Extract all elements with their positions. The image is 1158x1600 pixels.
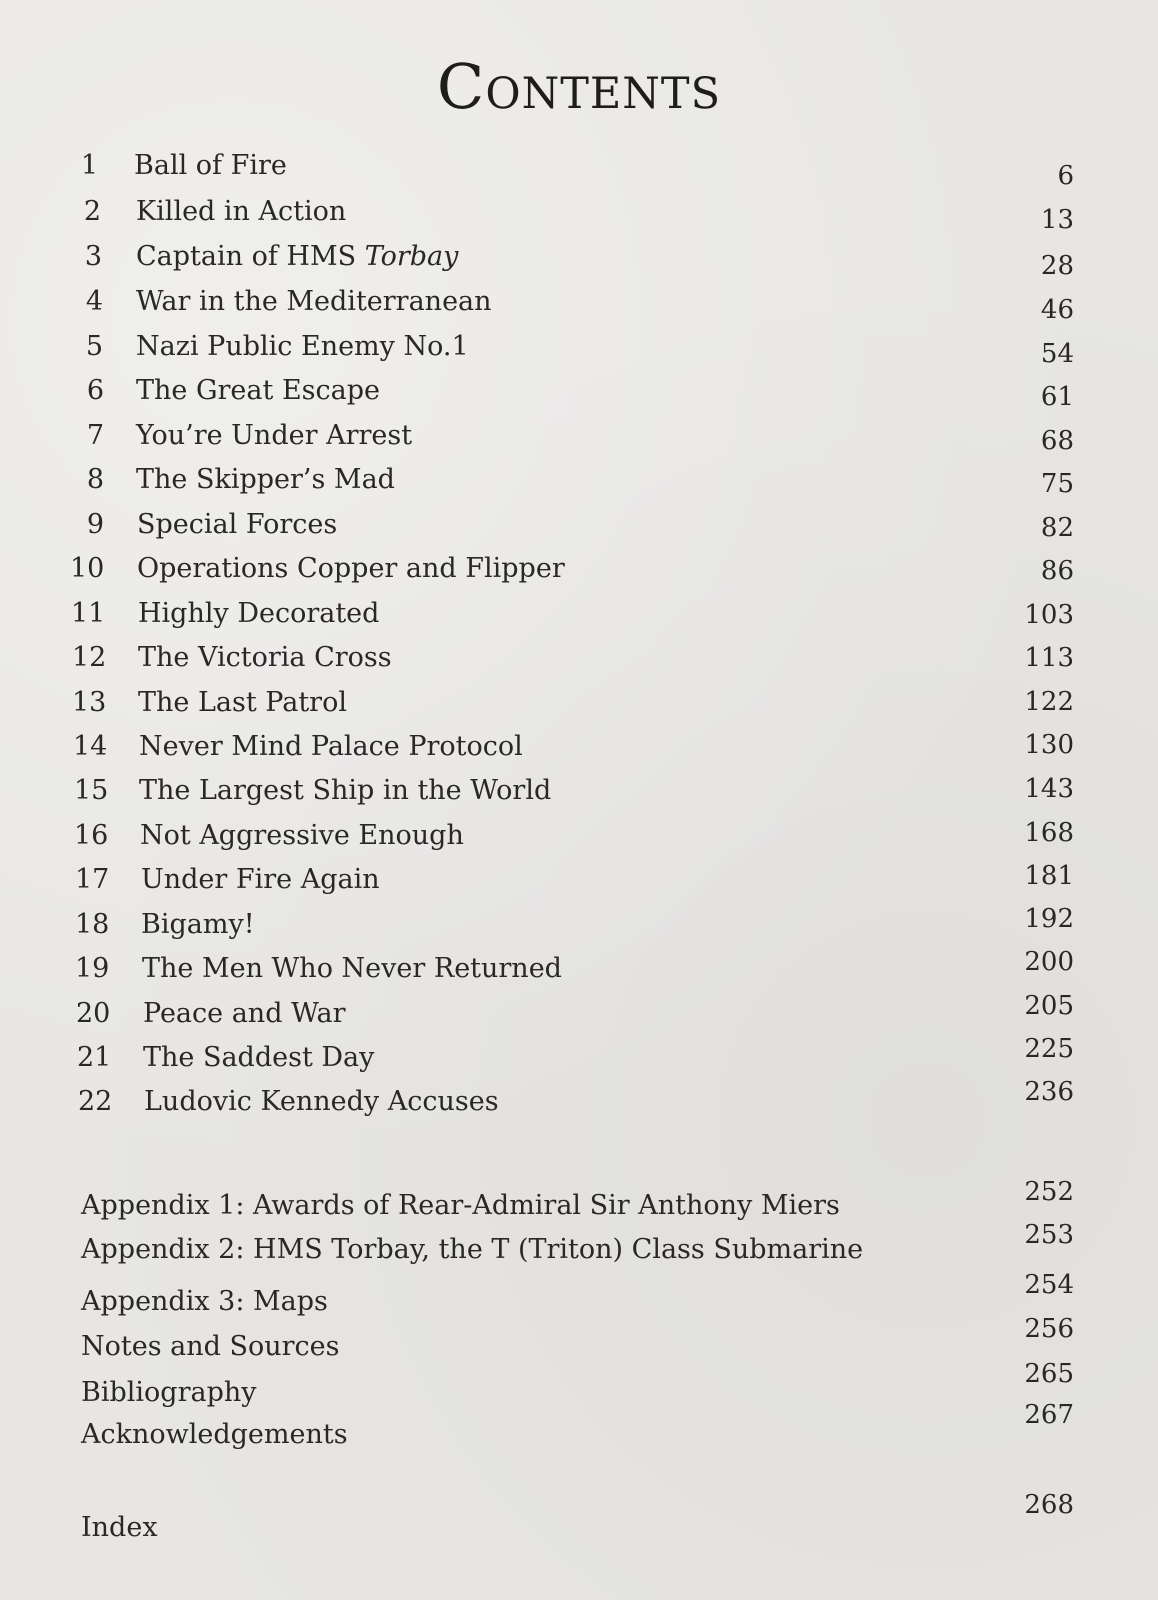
chapter-page: 82 bbox=[1040, 513, 1074, 543]
chapter-row-17 bbox=[0, 863, 1158, 905]
chapter-row-15 bbox=[0, 774, 1158, 816]
chapter-title-italic: Torbay bbox=[364, 241, 459, 272]
chapter-page: 75 bbox=[1040, 469, 1074, 499]
chapter-number: 21 bbox=[77, 1042, 112, 1073]
chapter-title bbox=[136, 240, 458, 274]
chapter-number: 17 bbox=[75, 864, 110, 895]
chapter-row-8 bbox=[0, 463, 1158, 505]
back-matter-page: 253 bbox=[1024, 1220, 1074, 1250]
chapter-number: 3 bbox=[84, 241, 102, 272]
chapter-title: The Victoria Cross bbox=[138, 642, 392, 673]
chapter-page: 113 bbox=[1024, 643, 1074, 673]
chapter-row-20 bbox=[0, 991, 1158, 1039]
chapter-page: 103 bbox=[1024, 600, 1074, 630]
chapter-title: The Skipper’s Mad bbox=[136, 464, 395, 495]
chapter-row-9 bbox=[0, 508, 1158, 550]
chapter-number: 9 bbox=[86, 509, 104, 540]
chapter-page: 13 bbox=[1040, 205, 1074, 235]
appendix-row-3 bbox=[0, 1270, 1158, 1327]
chapter-number: 16 bbox=[74, 820, 109, 851]
back-matter-page: 265 bbox=[1024, 1359, 1074, 1389]
chapter-page: 225 bbox=[1024, 1034, 1074, 1064]
chapter-title: Never Mind Palace Protocol bbox=[139, 731, 523, 762]
chapter-title-text: Captain of HMS bbox=[136, 241, 365, 272]
chapter-title: The Saddest Day bbox=[143, 1042, 375, 1073]
chapter-title: Not Aggressive Enough bbox=[140, 820, 464, 851]
chapter-row-1 bbox=[0, 149, 1158, 191]
chapter-page: 6 bbox=[1057, 161, 1074, 191]
chapter-row-12 bbox=[0, 641, 1158, 683]
chapter-row-18 bbox=[0, 904, 1158, 950]
chapter-page: 61 bbox=[1040, 382, 1074, 412]
chapter-number: 6 bbox=[86, 375, 104, 406]
chapter-row-2 bbox=[0, 195, 1158, 237]
chapter-page: 192 bbox=[1024, 904, 1074, 934]
appendix-row-1 bbox=[0, 1177, 1158, 1231]
chapter-row-22 bbox=[0, 1077, 1158, 1127]
chapter-title: The Men Who Never Returned bbox=[142, 953, 562, 984]
chapter-title: Under Fire Again bbox=[141, 864, 380, 895]
chapter-number: 8 bbox=[86, 464, 104, 495]
back-matter-page: 267 bbox=[1024, 1400, 1074, 1430]
chapter-number: 11 bbox=[71, 598, 106, 629]
notes-row bbox=[0, 1314, 1158, 1372]
chapter-title: The Great Escape bbox=[136, 375, 380, 406]
chapter-number: 12 bbox=[72, 642, 107, 673]
chapter-row-3 bbox=[0, 240, 1158, 282]
chapter-title: War in the Mediterranean bbox=[136, 286, 492, 317]
chapter-title: You’re Under Arrest bbox=[136, 420, 413, 451]
chapter-title: Operations Copper and Flipper bbox=[137, 553, 565, 584]
chapter-page: 168 bbox=[1024, 818, 1074, 848]
chapter-number: 13 bbox=[72, 687, 107, 718]
chapter-page: 86 bbox=[1040, 556, 1074, 586]
chapter-title: Killed in Action bbox=[136, 196, 347, 227]
chapter-row-7 bbox=[0, 419, 1158, 461]
back-matter-page: 268 bbox=[1024, 1490, 1074, 1520]
chapter-title: Ball of Fire bbox=[134, 150, 287, 181]
chapter-number: 14 bbox=[73, 731, 108, 762]
back-matter-title: Appendix 2: HMS Torbay, the T (Triton) Class Submarine bbox=[81, 1234, 864, 1265]
chapter-page: 205 bbox=[1024, 991, 1074, 1021]
chapter-page: 130 bbox=[1024, 730, 1074, 760]
chapter-number: 5 bbox=[85, 331, 103, 362]
chapter-title: Nazi Public Enemy No.1 bbox=[136, 331, 469, 362]
chapter-row-21 bbox=[0, 1034, 1158, 1083]
chapter-page: 200 bbox=[1024, 947, 1074, 977]
chapter-title: Ludovic Kennedy Accuses bbox=[144, 1086, 499, 1117]
chapter-page: 143 bbox=[1024, 774, 1074, 804]
back-matter-title: Index bbox=[81, 1512, 158, 1543]
chapter-row-14 bbox=[0, 730, 1158, 772]
chapter-row-11 bbox=[0, 597, 1158, 639]
chapter-number: 15 bbox=[74, 775, 109, 806]
back-matter-page: 256 bbox=[1024, 1314, 1074, 1344]
chapter-number: 2 bbox=[83, 196, 101, 227]
chapter-page: 181 bbox=[1024, 861, 1074, 891]
chapter-title: The Largest Ship in the World bbox=[139, 775, 552, 806]
chapter-page: 28 bbox=[1040, 251, 1074, 281]
chapter-number: 20 bbox=[76, 998, 111, 1029]
bibliography-row bbox=[0, 1359, 1158, 1418]
chapter-row-5 bbox=[0, 330, 1158, 372]
chapter-row-13 bbox=[0, 686, 1158, 728]
chapter-row-16 bbox=[0, 819, 1158, 861]
chapter-number: 19 bbox=[75, 953, 110, 984]
chapter-page: 54 bbox=[1040, 339, 1074, 369]
chapter-title: Bigamy! bbox=[141, 909, 255, 940]
chapter-row-4 bbox=[0, 285, 1158, 327]
chapter-page: 236 bbox=[1024, 1077, 1074, 1107]
acknowledgements-row bbox=[0, 1400, 1158, 1460]
chapter-number: 10 bbox=[70, 553, 105, 584]
appendix-row-2 bbox=[0, 1220, 1158, 1275]
chapter-title: Highly Decorated bbox=[138, 598, 380, 629]
chapter-row-6 bbox=[0, 374, 1158, 416]
back-matter-page: 252 bbox=[1024, 1177, 1074, 1207]
chapter-page: 122 bbox=[1024, 687, 1074, 717]
chapter-row-19 bbox=[0, 947, 1158, 994]
chapter-title: Special Forces bbox=[137, 509, 338, 540]
chapter-title: The Last Patrol bbox=[138, 687, 347, 718]
chapter-number: 22 bbox=[78, 1086, 113, 1117]
chapter-title: Peace and War bbox=[143, 998, 346, 1029]
chapter-page: 46 bbox=[1040, 295, 1074, 325]
back-matter-title: Appendix 1: Awards of Rear-Admiral Sir Anthony Miers bbox=[81, 1190, 840, 1221]
back-matter-title: Notes and Sources bbox=[81, 1331, 340, 1362]
chapter-number: 4 bbox=[85, 286, 103, 317]
page-title: Contents bbox=[436, 50, 722, 123]
back-matter-title: Bibliography bbox=[81, 1377, 257, 1408]
back-matter-title: Acknowledgements bbox=[81, 1419, 348, 1450]
back-matter-page: 254 bbox=[1024, 1270, 1074, 1300]
back-matter-title: Appendix 3: Maps bbox=[81, 1286, 328, 1317]
chapter-number: 7 bbox=[86, 420, 104, 451]
index-row bbox=[0, 1490, 1158, 1553]
chapter-row-10 bbox=[0, 552, 1158, 594]
chapter-number: 18 bbox=[75, 909, 110, 940]
chapter-page: 68 bbox=[1040, 426, 1074, 456]
chapter-number: 1 bbox=[80, 150, 98, 181]
